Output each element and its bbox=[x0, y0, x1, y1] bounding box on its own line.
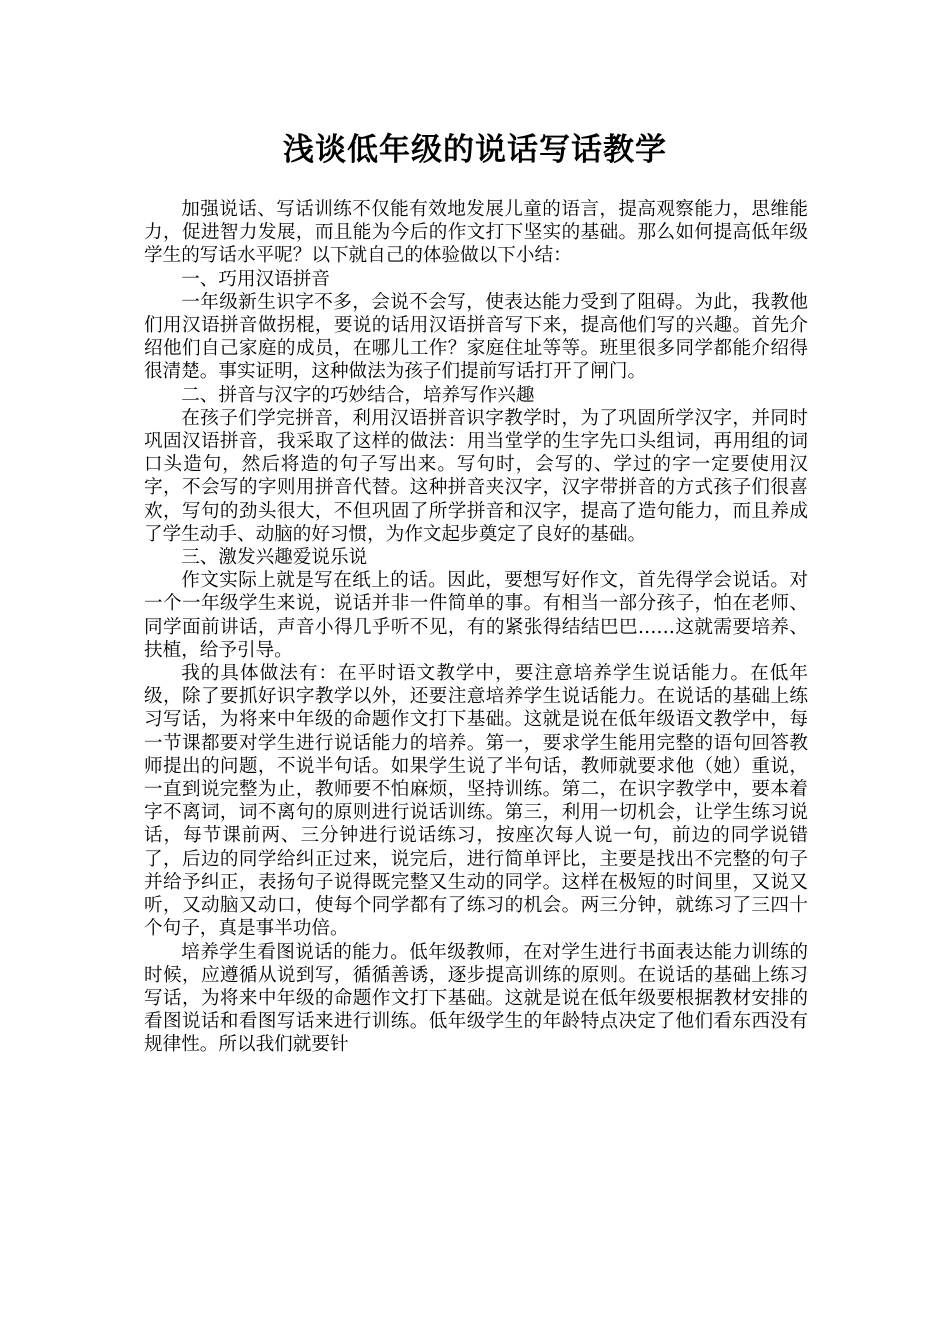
section-heading-2: 二、拼音与汉字的巧妙结合，培养写作兴趣 bbox=[181, 384, 535, 406]
document-body bbox=[144, 198, 808, 1057]
document-title: 浅谈低年级的说话写话教学 bbox=[283, 132, 667, 168]
intro-paragraph: 加强说话、写话训练不仅能有效地发展儿童的语言，提高观察能力，思维能力，促进智力发展，而且能为今后的作文打下坚实的基础。那么如何提高低年级学生的写话水平呢？以下就自己的体验做以下小结： bbox=[144, 199, 808, 267]
section-3-paragraph-1: 作文实际上就是写在纸上的话。因此，要想写好作文，首先得学会说话。对一个一年级学生来说，说话并非一件简单的事。有相当一部分孩子，怕在老师、同学面前讲话，声音小得几乎听不见，有的紧张得结结巴巴……这就需要培养、扶植，给予引导。 bbox=[144, 570, 808, 661]
section-1-paragraph: 一年级新生识字不多，会说不会写，使表达能力受到了阻碍。为此，我教他们用汉语拼音做拐棍，要说的话用汉语拼音写下来，提高他们写的兴趣。首先介绍他们自己家庭的成员，在哪儿工作？家庭住址等等。班里很多同学都能介绍得很清楚。事实证明，这种做法为孩子们提前写话打开了闸门。 bbox=[144, 291, 808, 383]
section-heading-3: 三、激发兴趣爱说乐说 bbox=[181, 547, 368, 569]
section-3-paragraph-3: 培养学生看图说话的能力。低年级教师，在对学生进行书面表达能力训练的时候，应遵循从说到写，循循善诱，逐步提高训练的原则。在说话的基础上练习写话，为将来中年级的命题作文打下基础。这就是说在低年级要根据教材安排的看图说话和看图写话来进行训练。低年级学生的年龄特点决定了他们看东西没有规律性。所以我们就要针 bbox=[144, 941, 808, 1056]
section-heading-1: 一、巧用汉语拼音 bbox=[181, 268, 330, 290]
section-3-paragraph-2: 我的具体做法有：在平时语文教学中，要注意培养学生说话能力。在低年级，除了要抓好识字教学以外，还要注意培养学生说话能力。在说话的基础上练习写话，为将来中年级的命题作文打下基础。这就是说在低年级语文教学中，每一节课都要对学生进行说话能力的培养。第一，要求学生能用完整的语句回答教师提出的问题，不说半句话。如果学生说了半句话，教师就要求他（她）重说，一直到说完整为止，教师要不怕麻烦，坚持训练。第二，在识字教学中，要本着字不离词，词不离句的原则进行说话训练。第三，利用一切机会，让学生练习说话，每节课前两、三分钟进行说话练习，按座次每人说一句，前边的同学说错了，后边的同学给纠正过来，说完后，进行简单评比，主要是找出不完整的句子并给予纠正，表扬句子说得既完整又生动的同学。这样在极短的时间里，又说又听，又动脑又动口，使每个同学都有了练习的机会。两三分钟，就练习了三四十个句子，真是事半功倍。 bbox=[144, 663, 808, 940]
section-2-paragraph: 在孩子们学完拼音，利用汉语拼音识字教学时，为了巩固所学汉字，并同时巩固汉语拼音，我采取了这样的做法：用当堂学的生字先口头组词，再用组的词口头造句，然后将造的句子写出来。写句时，会写的、学过的字一定要使用汉字，不会写的字则用拼音代替。这种拼音夹汉字，汉字带拼音的方式孩子们很喜欢，写句的劲头很大，不但巩固了所学拼音和汉字，提高了造句能力，而且养成了学生动手、动脑的好习惯，为作文起步奠定了良好的基础。 bbox=[144, 407, 808, 545]
